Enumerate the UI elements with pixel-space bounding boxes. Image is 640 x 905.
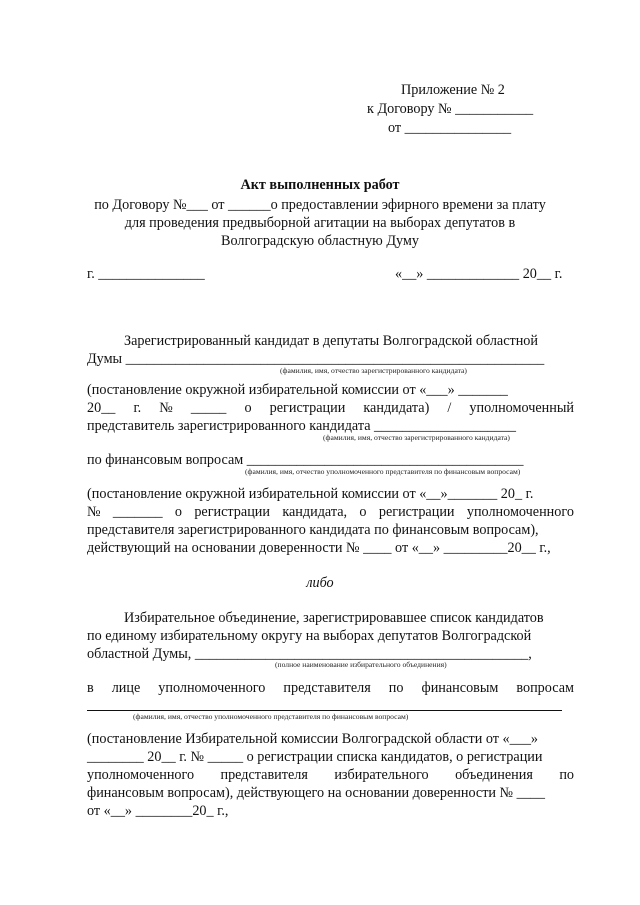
association-line-1: Избирательное объединение, зарегистрировавшее список кандидатов [124,610,544,626]
candidate-line-6: по финансовым вопросам _______________________________________ [87,452,524,468]
association-line-5: (постановление Избирательной комиссии Волгоградской области от «___» [87,731,539,747]
word: / [447,400,452,416]
word: № [87,504,101,520]
word: кандидата) [363,400,430,416]
word: регистрации [269,400,346,416]
title-line-2: для проведения предвыборной агитации на выборах депутатов в [124,215,516,231]
word: финансовым [421,680,499,696]
candidate-line-1: Зарегистрированный кандидат в депутаты Волгоградской областной [124,333,538,349]
either-separator: либо [306,575,334,591]
date-field: «__» _____________ 20__ г. [395,266,563,282]
word: избирательного [334,767,429,783]
word: представителя [220,767,308,783]
word: о [244,400,252,416]
word: 20__ [87,400,116,416]
word: представителя [283,680,371,696]
candidate-line-2: Думы ___________________________________________________________ [87,351,545,367]
word: уполномоченного [87,767,195,783]
caption-association-name: (полное наименование избирательного объединения) [275,660,447,669]
title-line-1: по Договору №___ от ______о предоставлении эфирного времени за плату [94,197,546,213]
word: лице [111,680,141,696]
word: о [174,504,182,520]
word: _______ [112,504,163,520]
title-line-3: Волгоградскую областную Думу [221,233,419,249]
association-line-3: областной Думы, _______________________________________________, [87,646,532,662]
appendix-contract-date: от _______________ [388,120,512,136]
caption-candidate-name: (фамилия, имя, отчество зарегистрированного кандидата) [280,366,467,375]
representative-name-line [87,710,562,711]
caption-financial-representative: (фамилия, имя, отчество уполномоченного представителя по финансовым вопросам) [245,467,521,476]
candidate-line-10: действующий на основании доверенности № ____ от «__» _________20__ г., [87,540,551,556]
word: регистрации [378,504,455,520]
candidate-line-5: представитель зарегистрированного кандидата ____________________ [87,418,516,434]
word: № [159,400,173,416]
place-field: г. _______________ [87,266,205,282]
caption-candidate-name-2: (фамилия, имя, отчество зарегистрированного кандидата) [323,433,510,442]
candidate-line-3: (постановление окружной избирательной комиссии от «___» _______ [87,382,508,398]
caption-association-representative: (фамилия, имя, отчество уполномоченного представителя по финансовым вопросам) [133,712,409,721]
word: объединения [455,767,533,783]
word: г. [133,400,142,416]
candidate-line-9: представителя зарегистрированного кандидата по финансовым вопросам), [87,522,539,538]
word: регистрации [194,504,270,520]
association-line-9: от «__» ________20_ г., [87,803,229,819]
candidate-line-8 [87,504,574,521]
association-line-4 [87,680,574,697]
word: _____ [190,400,227,416]
word: вопросам [516,680,574,696]
word: по [559,767,574,783]
association-line-2: по единому избирательному округу на выборах депутатов Волгоградской [87,628,532,644]
appendix-contract-number: к Договору № ___________ [367,101,534,117]
word: кандидата, [282,504,348,520]
association-line-7 [87,767,574,784]
appendix-title: Приложение № 2 [401,82,505,98]
association-line-6: ________ 20__ г. № _____ о регистрации списка кандидатов, о регистрации [87,749,543,765]
word: по [388,680,404,696]
word: уполномоченного [466,504,574,520]
word: в [87,680,94,696]
word: уполномоченный [469,400,574,416]
word: уполномоченного [158,680,266,696]
candidate-line-7: (постановление окружной избирательной комиссии от «__»_______ 20_ г. [87,486,534,502]
document-heading: Акт выполненных работ [240,177,400,193]
candidate-line-4 [87,400,574,417]
association-line-8: финансовым вопросам), действующего на основании доверенности № ____ [87,785,545,801]
word: о [359,504,367,520]
